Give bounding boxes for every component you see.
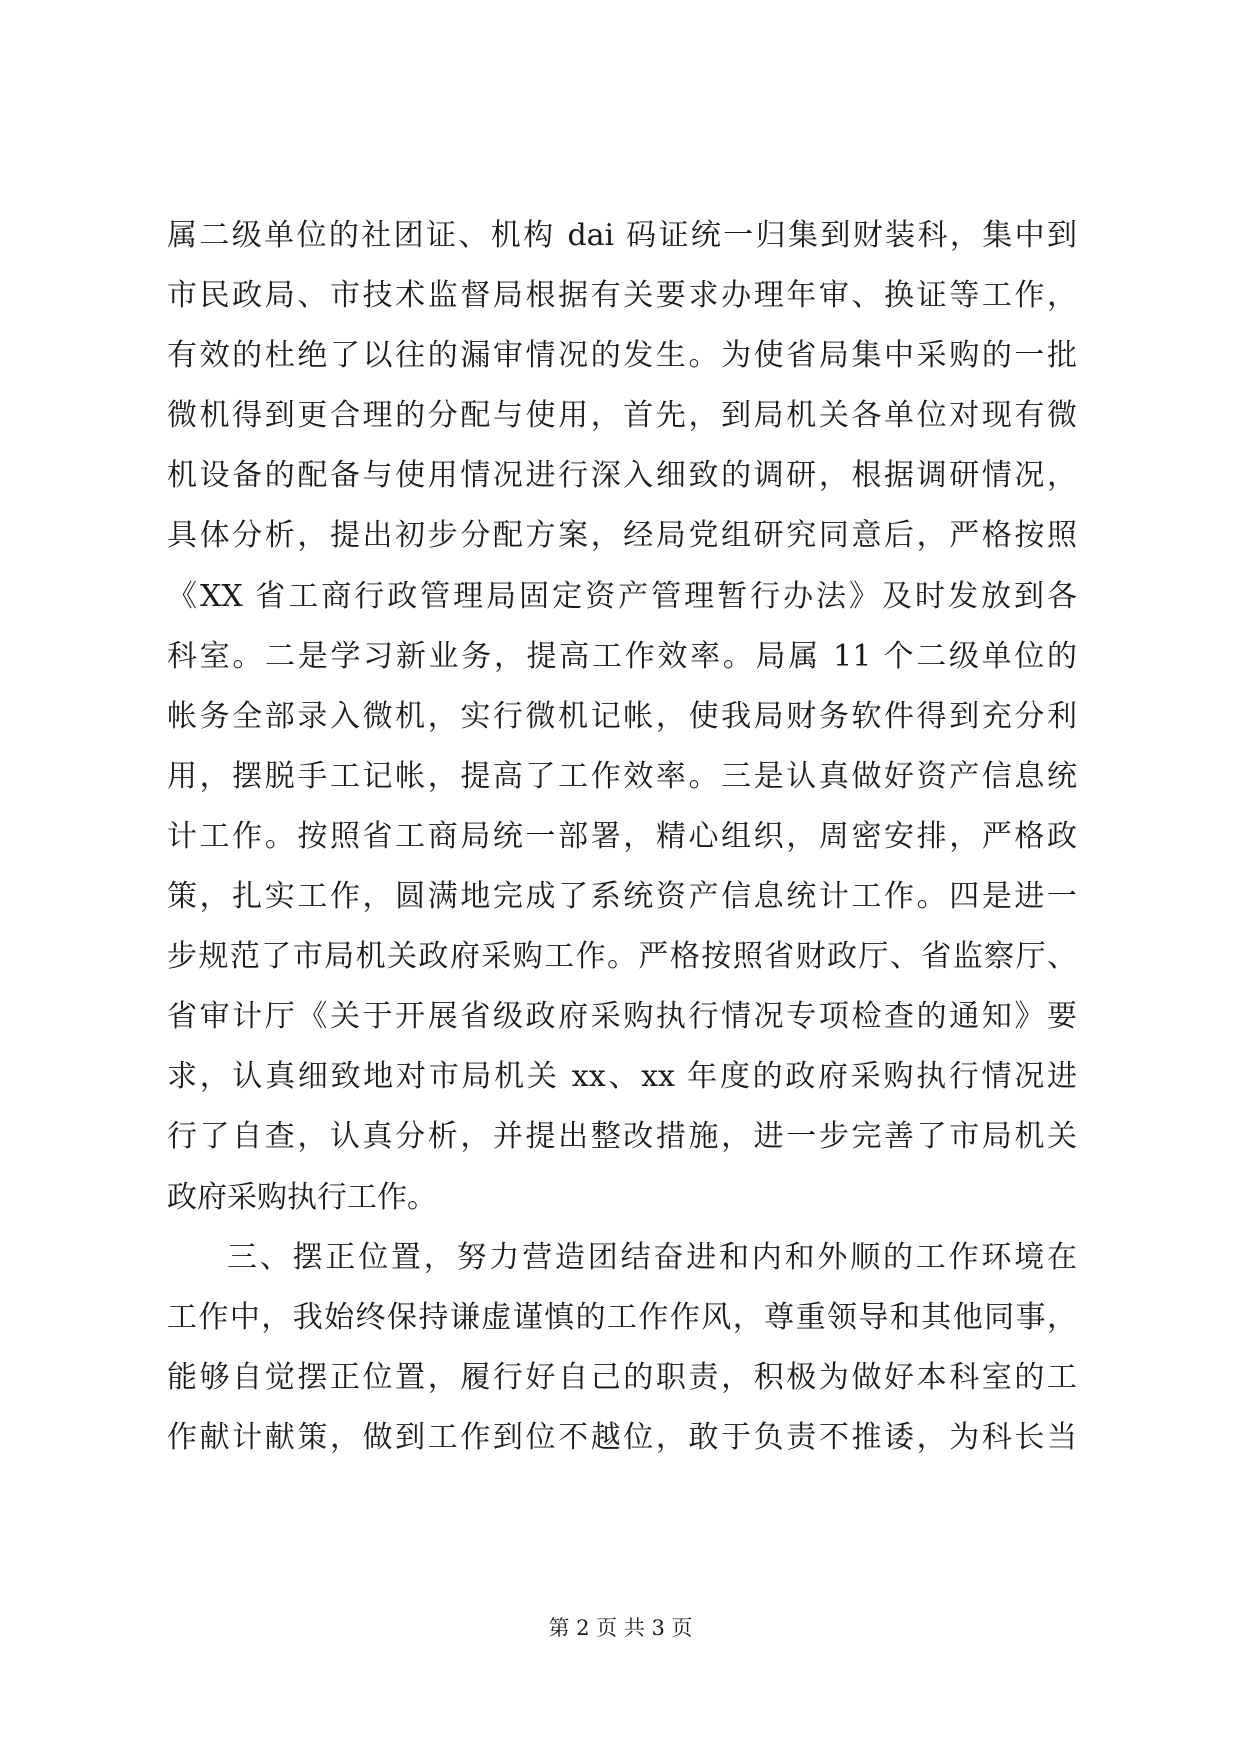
paragraph-end-line: 政府采购执行工作。 xyxy=(167,1179,437,1215)
text-line: 步规范了市局机关政府采购工作。严格按照省财政厅、省监察厅、 xyxy=(167,939,1077,975)
text-line: 有效的杜绝了以往的漏审情况的发生。为使省局集中采购的一批 xyxy=(167,338,1077,374)
text-line: 作献计献策，做到工作到位不越位，敢于负责不推诿，为科长当 xyxy=(167,1419,1077,1455)
text-line: 市民政局、市技术监督局根据有关要求办理年审、换证等工作， xyxy=(167,278,1077,314)
text-line: 《XX 省工商行政管理局固定资产管理暂行办法》及时发放到各 xyxy=(167,578,1077,614)
text-line: 帐务全部录入微机，实行微机记帐，使我局财务软件得到充分利 xyxy=(167,698,1077,734)
text-line: 机设备的配备与使用情况进行深入细致的调研，根据调研情况， xyxy=(167,458,1077,494)
text-line: 属二级单位的社团证、机构 dai 码证统一归集到财装科，集中到 xyxy=(167,218,1077,253)
document-body xyxy=(167,206,1077,1468)
text-line: 求，认真细致地对市局机关 xx、xx 年度的政府采购执行情况进 xyxy=(167,1059,1077,1095)
text-line: 工作中，我始终保持谦虚谨慎的工作作风，尊重领导和其他同事， xyxy=(167,1299,1077,1335)
section-heading-line: 三、摆正位置，努力营造团结奋进和内和外顺的工作环境在 xyxy=(227,1239,1077,1275)
text-line: 用，摆脱手工记帐，提高了工作效率。三是认真做好资产信息统 xyxy=(167,758,1077,794)
text-line: 计工作。按照省工商局统一部署，精心组织，周密安排，严格政 xyxy=(167,818,1077,854)
text-line: 科室。二是学习新业务，提高工作效率。局属 11 个二级单位的 xyxy=(167,638,1077,674)
text-line: 具体分析，提出初步分配方案，经局党组研究同意后，严格按照 xyxy=(167,518,1077,554)
text-line: 策，扎实工作，圆满地完成了系统资产信息统计工作。四是进一 xyxy=(167,879,1077,915)
text-line: 省审计厅《关于开展省级政府采购执行情况专项检查的通知》要 xyxy=(167,999,1077,1035)
page-number-footer: 第 2 页 共 3 页 xyxy=(548,1616,693,1640)
text-line: 行了自查，认真分析，并提出整改措施，进一步完善了市局机关 xyxy=(167,1119,1077,1155)
text-line: 能够自觉摆正位置，履行好自己的职责，积极为做好本科室的工 xyxy=(167,1359,1077,1395)
text-line: 微机得到更合理的分配与使用，首先，到局机关各单位对现有微 xyxy=(167,398,1077,434)
